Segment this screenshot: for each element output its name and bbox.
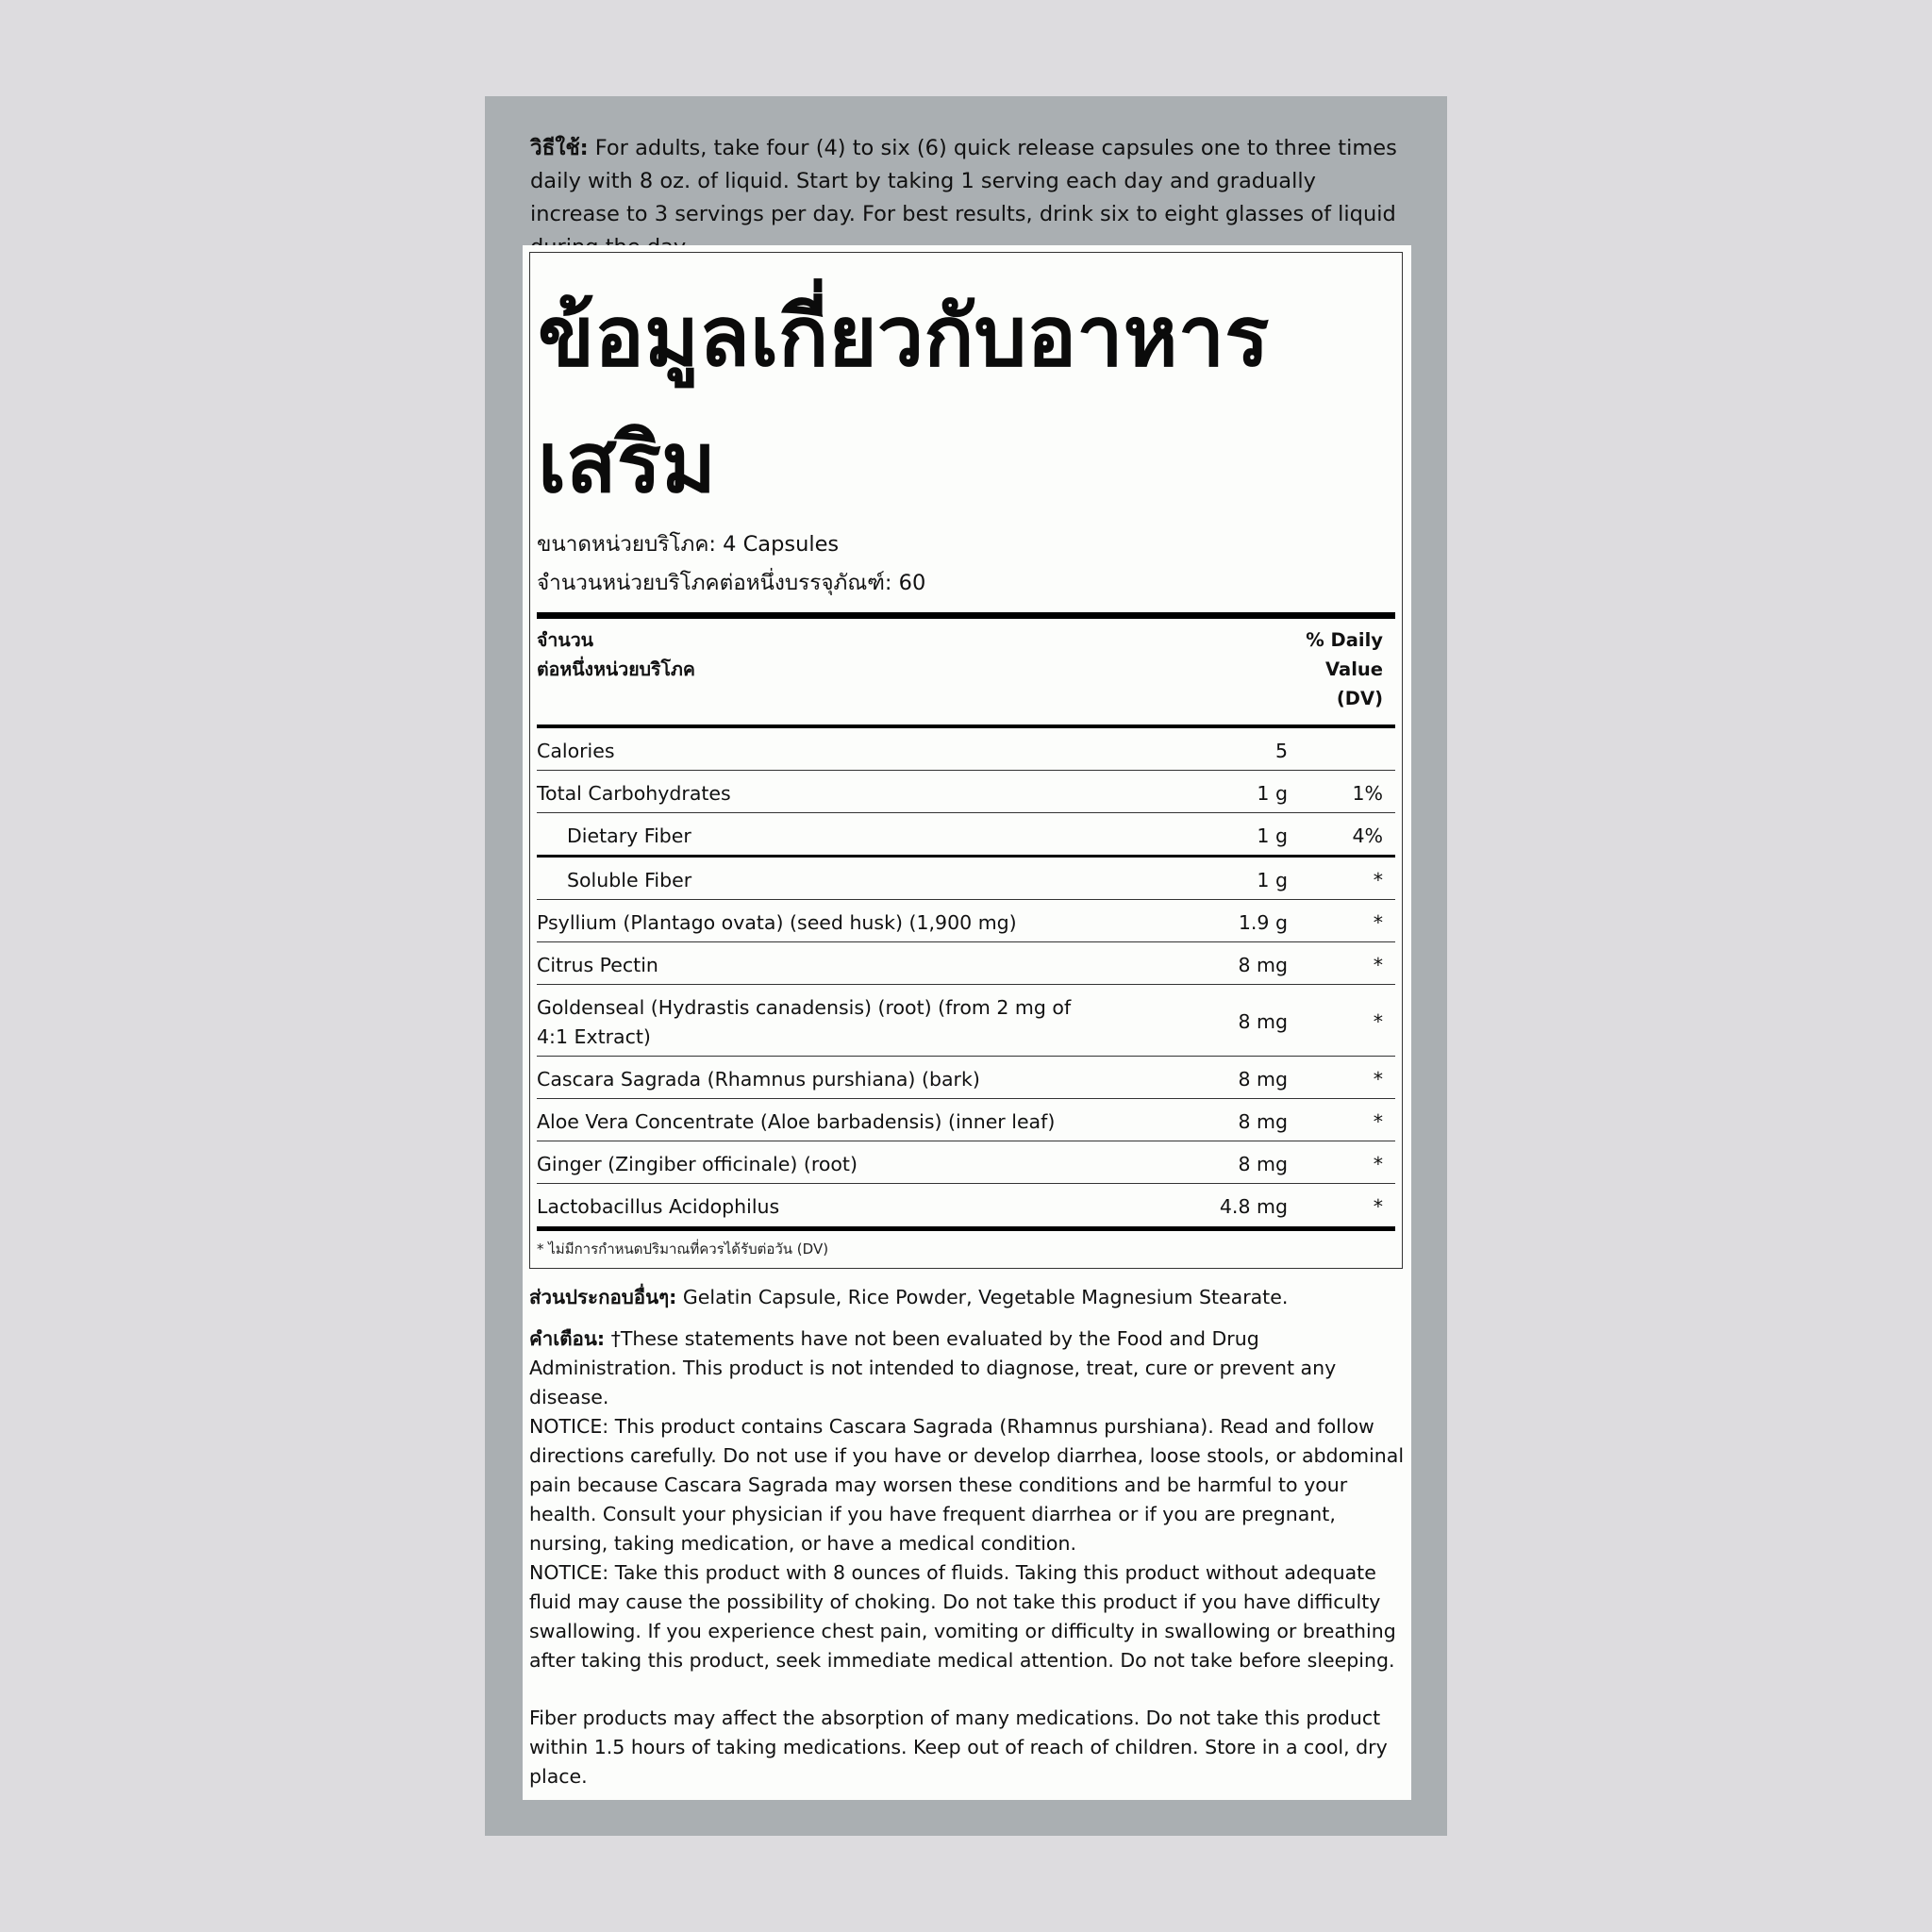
nutrient-amount: 8 mg (1238, 1153, 1288, 1175)
supplement-facts-box (529, 252, 1403, 1269)
nutrient-name: Calories (537, 740, 615, 762)
label-panel (485, 96, 1447, 1836)
thick-divider-top (537, 612, 1395, 619)
dv-header-line3: (DV) (1336, 688, 1383, 709)
supplement-facts-title: ข้อมูลเกี่ยวกับอาหารเสริม (538, 288, 1270, 511)
servings-per-container: จำนวนหน่วยบริโภคต่อหนึ่งบรรจุภัณฑ์: 60 (537, 571, 926, 595)
nutrient-amount: 8 mg (1238, 1110, 1288, 1133)
nutrient-row (537, 858, 1395, 900)
nutrient-row (537, 985, 1395, 1057)
warning-label: คำเตือน: (529, 1327, 606, 1350)
nutrient-row (537, 771, 1395, 813)
nutrient-dv: * (1373, 954, 1383, 976)
warning-text: †These statements have not been evaluated by the Food and Drug Administration. This product is not intended to diagnose, treat, cure or prevent any disease. (529, 1327, 1337, 1408)
nutrient-name: Psyllium (Plantago ovata) (seed husk) (1,900 mg) (537, 911, 1017, 934)
nutrient-dv: * (1373, 1195, 1383, 1218)
nutrient-amount: 1 g (1257, 869, 1288, 891)
nutrient-name: Lactobacillus Acidophilus (537, 1195, 780, 1218)
dv-header-line1: % Daily (1306, 629, 1383, 651)
thick-divider-bottom (537, 1226, 1395, 1231)
warning-statement (529, 1324, 1408, 1412)
directions-label: วิธีใช้: (530, 136, 589, 160)
nutrient-dv: * (1373, 1068, 1383, 1091)
nutrient-row (537, 728, 1395, 771)
nutrient-amount: 8 mg (1238, 1010, 1288, 1033)
directions-text (530, 132, 1407, 264)
nutrient-amount: 5 (1274, 740, 1288, 762)
nutrient-amount: 8 mg (1238, 1068, 1288, 1091)
nutrient-name: Goldenseal (Hydrastis canadensis) (root) (from 2 mg of 4:1 Extract) (537, 996, 1072, 1048)
fiber-medication-note: Fiber products may affect the absorption of many medications. Do not take this product within 1.5 hours of taking medications. Keep out of reach of children. Store in a cool, dry place. (529, 1707, 1388, 1788)
nutrient-row (537, 813, 1395, 858)
amount-per-serving-header (537, 625, 695, 684)
other-ingredients-label: ส่วนประกอบอื่นๆ: (529, 1286, 677, 1308)
nutrient-name: Cascara Sagrada (Rhamnus purshiana) (bark) (537, 1068, 980, 1091)
nutrient-name: Total Carbohydrates (537, 782, 731, 805)
nutrient-name: Dietary Fiber (567, 824, 691, 847)
nutrient-dv: 1% (1352, 782, 1383, 805)
nutrient-name: Citrus Pectin (537, 954, 658, 976)
nutrient-amount: 4.8 mg (1219, 1195, 1288, 1218)
nutrient-row (537, 1184, 1395, 1226)
nutrient-name: Ginger (Zingiber officinale) (root) (537, 1153, 858, 1175)
nutrient-row (537, 900, 1395, 942)
nutrient-dv: * (1373, 1010, 1383, 1033)
amount-header-line2: ต่อหนึ่งหน่วยบริโภค (537, 658, 695, 680)
dv-header-line2: Value (1325, 658, 1383, 680)
daily-value-header (1306, 625, 1383, 713)
amount-header-line1: จำนวน (537, 629, 593, 651)
notice-fluids: NOTICE: Take this product with 8 ounces of fluids. Taking this product without adequate fluid may cause the possibility of choking. Do not take this product if you have difficulty swallowing. If you experience chest pain, vomiting or difficulty in swallowing or breathing after taking this product, seek immediate medical attention. Do not take before sleeping. (529, 1561, 1396, 1672)
nutrient-amount: 1 g (1257, 782, 1288, 805)
nutrient-amount: 8 mg (1238, 954, 1288, 976)
nutrient-row (537, 942, 1395, 985)
nutrient-dv: * (1373, 911, 1383, 934)
notice-cascara: NOTICE: This product contains Cascara Sagrada (Rhamnus purshiana). Read and follow directions carefully. Do not use if you have or develop diarrhea, loose stools, or abdominal pain because Cascara Sagrada may worsen these conditions and be harmful to your health. Consult your physician if you have frequent diarrhea or if you are pregnant, nursing, taking medication, or have a medical condition. (529, 1415, 1405, 1555)
serving-size: ขนาดหน่วยบริโภค: 4 Capsules (537, 532, 840, 557)
nutrient-row (537, 1141, 1395, 1184)
nutrient-row (537, 1099, 1395, 1141)
nutrient-name: Aloe Vera Concentrate (Aloe barbadensis) (inner leaf) (537, 1110, 1056, 1133)
directions-body: For adults, take four (4) to six (6) quick release capsules one to three times daily with 8 oz. of liquid. Start by taking 1 serving each day and gradually increase to 3 servings per day. For best results, drink six to eight glasses of liquid (530, 136, 1397, 226)
other-ingredients-text: Gelatin Capsule, Rice Powder, Vegetable Magnesium Stearate. (682, 1286, 1289, 1308)
nutrient-name: Soluble Fiber (567, 869, 692, 891)
other-ingredients (529, 1283, 1408, 1312)
nutrient-dv: * (1373, 1110, 1383, 1133)
nutrient-amount: 1.9 g (1238, 911, 1288, 934)
nutrient-row (537, 1057, 1395, 1099)
nutrient-amount: 1 g (1257, 824, 1288, 847)
dv-footnote: * ไม่มีการกำหนดปริมาณที่ควรได้รับต่อวัน (DV) (537, 1241, 829, 1257)
nutrient-dv: 4% (1352, 824, 1383, 847)
nutrient-dv: * (1373, 1153, 1383, 1175)
nutrient-dv: * (1373, 869, 1383, 891)
label-card (523, 245, 1411, 1800)
